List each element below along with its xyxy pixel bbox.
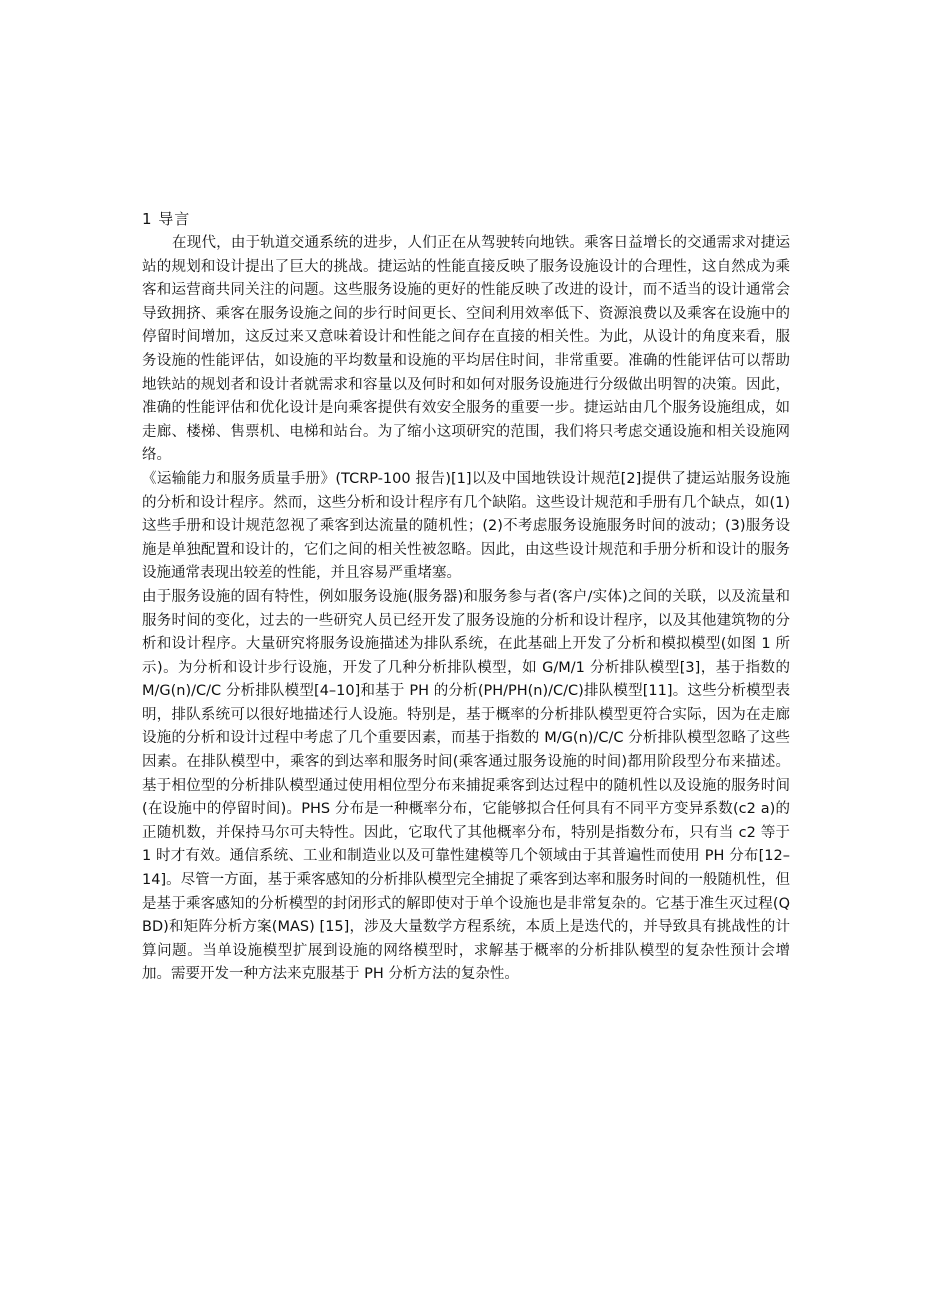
section-heading: 1 导言 <box>142 210 191 228</box>
paragraph-queueing-models: 由于服务设施的固有特性，例如服务设施(服务器)和服务参与者(客户/实体)之间的关联，以及流量和服务时间的变化，过去的一些研究人员已经开发了服务设施的分析和设计程序，以及其他建筑物的分析和设计程序。大量研究将服务设施描述为排队系统，在此基础上开发了分析和模拟模型(如图 1 所示)。为分析和设计步行设施，开发了几种分析排队模型，如 G/M/1 分析排队模型[3]，基于指数的 M/G(n)/C/C 分析排队模型[4–10]和基于 PH 的分析(PH/PH(n)/C/C)排队模型[11]。这些分析模型表明，排队系统可以很好地描述行人设施。特别是，基于概率的分析排队模型更符合实际，因为在走廊设施的分析和设计过程中考虑了几个重要因素，而基于指数的 M/G(n)/C/C 分析排队模型忽略了这些因素。在排队模型中，乘客的到达率和服务时间(乘客通过服务设施的时间)都用阶段型分布来描述。基于相位型的分析排队模型通过使用相位型分布来捕捉乘客到达过程中的随机性以及设施的服务时间(在设施中的停留时间)。PHS 分布是一种概率分布，它能够拟合任何具有不同平方变异系数(c2 a)的正随机数，并保持马尔可夫特性。因此，它取代了其他概率分布，特别是指数分布，只有当 c2 等于 1 时才有效。通信系统、工业和制造业以及可靠性建模等几个领域由于其普遍性而使用 PH 分布[12–14]。尽管一方面，基于乘客感知的分析排队模型完全捕捉了乘客到达率和服务时间的一般随机性，但是基于乘客感知的分析模型的封闭形式的解即使对于单个设施也是非常复杂的。它基于准生灭过程(QBD)和矩阵分析方案(MAS) [15]，涉及大量数学方程系统，本质上是迭代的，并导致具有挑战性的计算问题。当单设施模型扩展到设施的网络模型时，求解基于概率的分析排队模型的复杂性预计会增加。需要开发一种方法来克服基于 PH 分析方法的复杂性。 <box>142 588 790 983</box>
paragraph-intro: 在现代，由于轨道交通系统的进步，人们正在从驾驶转向地铁。乘客日益增长的交通需求对捷运站的规划和设计提出了巨大的挑战。捷运站的性能直接反映了服务设施设计的合理性，这自然成为乘客和运营商共同关注的问题。这些服务设施的更好的性能反映了改进的设计，而不适当的设计通常会导致拥挤、乘客在服务设施之间的步行时间更长、空间利用效率低下、资源浪费以及乘客在设施中的停留时间增加，这反过来又意味着设计和性能之间存在直接的相关性。为此，从设计的角度来看，服务设施的性能评估，如设施的平均数量和设施的平均居住时间，非常重要。准确的性能评估可以帮助地铁站的规划者和设计者就需求和容量以及何时和如何对服务设施进行分级做出明智的决策。因此，准确的性能评估和优化设计是向乘客提供有效安全服务的重要一步。捷运站由几个服务设施组成，如走廊、楼梯、售票机、电梯和站台。为了缩小这项研究的范围，我们将只考虑交通设施和相关设施网络。 <box>142 235 790 464</box>
paragraph-design-codes: 《运输能力和服务质量手册》(TCRP-100 报告)[1]以及中国地铁设计规范[2]提供了捷运站服务设施的分析和设计程序。然而，这些分析和设计程序有几个缺陷。这些设计规范和手册有几个缺点，如(1)这些手册和设计规范忽视了乘客到达流量的随机性；(2)不考虑服务设施服务时间的波动；(3)服务设施是单独配置和设计的，它们之间的相关性被忽略。因此，由这些设计规范和手册分析和设计的服务设施通常表现出较差的性能，并且容易严重堵塞。 <box>142 470 790 582</box>
document-body <box>142 208 790 987</box>
